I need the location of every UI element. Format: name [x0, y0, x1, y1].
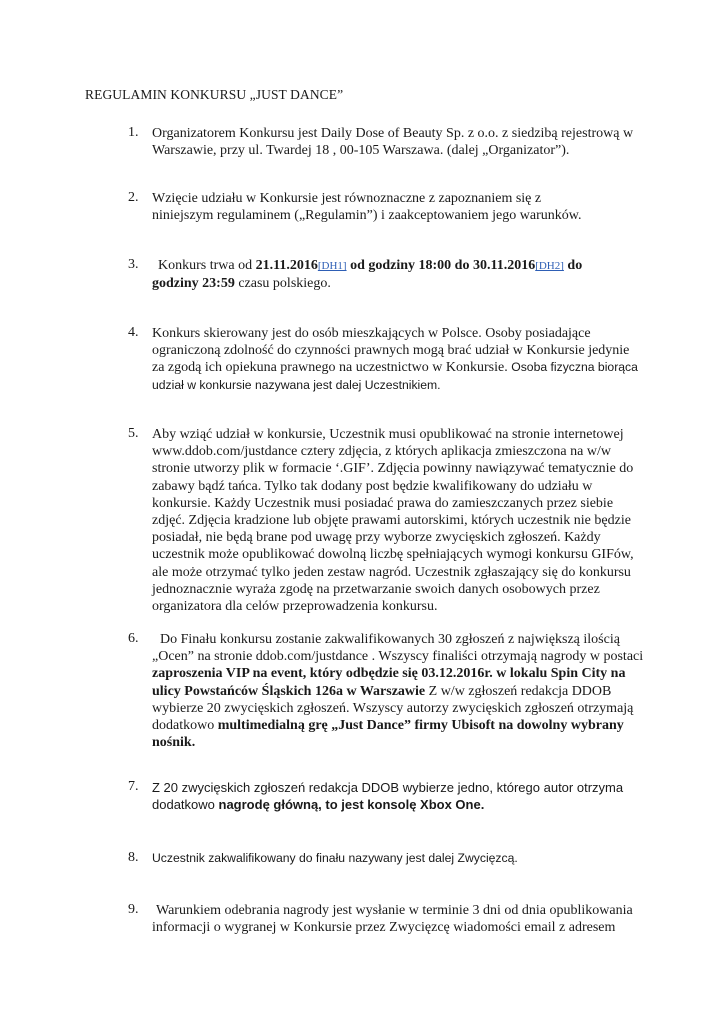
text-span: Osoba fizyczna biorąca — [511, 360, 638, 375]
item-text — [152, 325, 640, 394]
text-line: Konkurs skierowany jest do osób mieszkających w Polsce. Osoby posiadające — [152, 326, 591, 341]
document-title: REGULAMIN KONKURSU „JUST DANCE” — [85, 87, 344, 102]
date-start: 21.11.2016 — [255, 258, 318, 273]
text-line: ograniczoną zdolność do czynności prawnych mogą brać udział w Konkursie jedynie — [152, 343, 630, 359]
text-line — [152, 275, 640, 292]
text-span: dodatkowo — [152, 718, 215, 734]
item-number: 5. — [128, 426, 139, 441]
text-line: Do Finału konkursu zostanie zakwalifikowanych 30 zgłoszeń z największą ilością — [160, 632, 620, 647]
text-span: do — [567, 258, 583, 273]
text-line — [152, 359, 640, 376]
event-info: zaproszenia VIP na event, który odbędzie się 03.12.2016r. w lokalu Spin City na — [152, 666, 626, 682]
text-line: konkursie. Każdy Uczestnik musi posiadać prawa do zamieszczanych przez siebie — [152, 495, 614, 511]
text-span: czasu polskiego. — [238, 276, 331, 292]
text-line: posiadał, nie będą brane pod uwagę przy wyborze zwycięskich zgłoszeń. Każdy — [152, 530, 601, 546]
text-line — [152, 683, 640, 700]
text-line: organizatora dla celów przeprowadzenia konkursu. — [152, 599, 438, 615]
text-line — [152, 796, 640, 813]
item-number: 2. — [128, 190, 139, 205]
item-text — [152, 190, 640, 224]
prize-info: nośnik. — [152, 735, 196, 751]
text-line: uczestnik może opublikować dowolną liczbę spełniających wymogi konkursu GIFów, — [152, 547, 634, 563]
text-line: Uczestnik zakwalifikowany do finału nazywany jest dalej Zwycięzcą. — [152, 851, 518, 865]
comment-ref-link[interactable]: [DH2] — [535, 260, 564, 272]
date-range: od godziny 18:00 do 30.11.2016 — [350, 258, 536, 273]
text-line: Warszawie, przy ul. Twardej 18 , 00-105 Warszawa. (dalej „Organizator”). — [152, 143, 570, 159]
text-line — [152, 717, 640, 734]
item-number: 3. — [128, 257, 139, 272]
text-line: Warunkiem odebrania nagrody jest wysłanie w terminie 3 dni od dnia opublikowania — [156, 903, 633, 918]
text-line: stronie utworzy plik w formacie ‘.GIF’. Zdjęcia powinny nawiązywać tematycznie do — [152, 461, 634, 477]
text-line: udział w konkursie nazywana jest dalej Uczestnikiem. — [152, 377, 441, 392]
text-span: za zgodą ich opiekuna prawnego na uczestnictwo w Konkursie. — [152, 360, 508, 376]
text-line: jednoznacznie wyraża zgodę na przetwarzanie swoich danych osobowych przez — [152, 581, 600, 597]
text-line: Aby wziąć udział w konkursie, Uczestnik musi opublikować na stronie internetowej — [152, 427, 624, 442]
item-text — [152, 125, 640, 159]
item-text — [152, 257, 640, 292]
item-text — [152, 631, 644, 751]
text-span: Z w/w zgłoszeń redakcja DDOB — [428, 683, 612, 699]
item-number: 7. — [128, 779, 139, 794]
text-line: wybierze 20 zwycięskich zgłoszeń. Wszyscy autorzy zwycięskich zgłoszeń otrzymają — [152, 700, 634, 716]
item-number: 4. — [128, 325, 139, 340]
comment-ref-link[interactable]: [DH1] — [317, 260, 347, 272]
item-text — [152, 850, 640, 867]
main-prize: nagrodę główną, to jest konsolę Xbox One. — [218, 797, 485, 813]
text-line: „Ocen” na stronie ddob.com/justdance . Wszyscy finaliści otrzymają nagrody w postaci — [152, 649, 644, 665]
text-line: zabawy bądź tańca. Tylko tak dodany post będzie kwalifikowany do udziału w — [152, 478, 593, 494]
end-time: godziny 23:59 — [152, 276, 235, 292]
text-line — [158, 257, 640, 275]
item-number: 8. — [128, 850, 139, 865]
prize-info: multimedialną grę „Just Dance” firmy Ubisoft na dowolny wybrany — [217, 718, 624, 734]
item-number: 6. — [128, 631, 139, 646]
text-line: Z 20 zwycięskich zgłoszeń redakcja DDOB wybierze jedno, którego autor otrzyma — [152, 780, 624, 795]
text-line — [152, 190, 640, 207]
item-text — [152, 426, 640, 615]
text-line: Organizatorem Konkursu jest Daily Dose of Beauty Sp. z o.o. z siedzibą rejestrową w — [152, 126, 634, 141]
text-line: informacji o wygranej w Konkursie przez Zwycięzcę wiadomości email z adresem — [152, 920, 616, 936]
item-number: 1. — [128, 125, 139, 140]
text-span: Wzięcie udziału w Konkursie jest równoznaczne z zapoznaniem się z — [152, 191, 542, 206]
text-line: zdjęć. Zdjęcia kradzione lub objęte prawami autorskimi, których uczestnik nie będzie — [152, 513, 631, 529]
event-address: ulicy Powstańców Śląskich 126a w Warszawie — [152, 683, 426, 699]
item-text — [152, 779, 640, 813]
item-text — [152, 902, 640, 936]
text-span: dodatkowo — [152, 797, 215, 813]
text-line: www.ddob.com/justdance cztery zdjęcia, z których aplikacja zmieszczona na w/w — [152, 444, 611, 460]
text-span: Konkurs trwa od — [158, 258, 253, 273]
text-line: niniejszym regulaminem („Regulamin”) i zaakceptowaniem jego warunków. — [152, 208, 582, 224]
item-number: 9. — [128, 902, 139, 917]
text-line: ale może otrzymać tylko jeden zestaw nagród. Uczestnik zgłaszający się do konkursu — [152, 564, 631, 580]
